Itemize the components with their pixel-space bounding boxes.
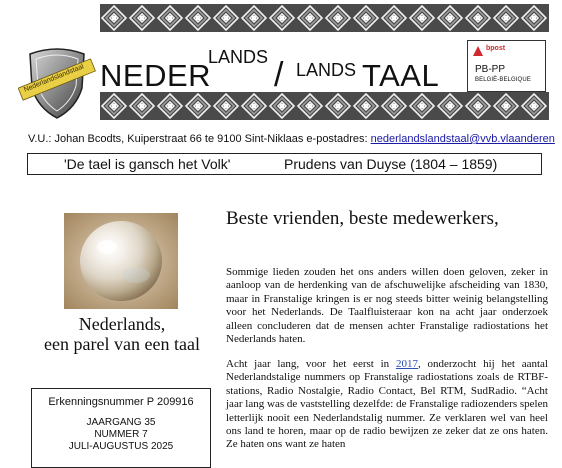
caption-line-2: een parel van een taal [44, 334, 200, 354]
publisher-text: V.U.: Johan Bcodts, Kuiperstraat 66 te 9100 Sint-Niklaas e-postadres: [28, 133, 371, 145]
bpost-logo-icon [472, 45, 484, 57]
shield-emblem [18, 42, 96, 122]
paragraph-2-start: Acht jaar lang, voor het eerst in [226, 358, 396, 370]
postage-country: BELGIË-BELGIQUE [475, 77, 531, 83]
emblem-ribbon-text: Nederlandslandstaal [23, 63, 85, 94]
bpost-wordmark: bpost [486, 45, 506, 52]
postage-code: PB-PP [475, 64, 506, 75]
motto-box [27, 153, 542, 175]
article-greeting: Beste vrienden, beste medewerkers, [226, 208, 499, 229]
masthead-title [100, 44, 465, 104]
paragraph-2-rest: , onderzocht hij het aantal Nederlandstalige nummers op Franstalige radiostations zoals de RTBF-stations, Radio Nostalgie, Radio Contact, Bel RTM, SudRadio. “Acht jaar lang was de vaststelling dezelfde: de Franstalige radiozenders spelen letterlijk nooit een Nederlandstalig nummer. Ze verklaren wel van heel ons land te horen, maar op de radio bewijzen ze zeker dat ze ons haten. Ze haten ons want ze haten [226, 358, 548, 451]
issue-info-box [31, 388, 211, 468]
number-label: NUMMER 7 [94, 429, 148, 440]
title-lands-sub: LANDS [296, 60, 357, 80]
title-neder: NEDER [100, 58, 212, 93]
issue-date-label: JULI-AUGUSTUS 2025 [68, 441, 174, 452]
pearl-caption [30, 314, 214, 354]
year-2017-link[interactable]: 2017 [395, 358, 418, 370]
motto-author: Prudens van Duyse (1804 – 1859) [284, 156, 498, 172]
top-decorative-band [100, 4, 549, 32]
title-slash: / [274, 56, 284, 94]
publisher-line [28, 133, 555, 145]
recognition-number: Erkenningsnummer P 209916 [48, 396, 194, 408]
title-taal: TAAL [362, 58, 440, 93]
pearl-image [64, 213, 178, 309]
article-paragraph-2 [226, 358, 548, 452]
email-link[interactable]: nederlandslandstaal@vvb.vlaanderen [370, 133, 555, 145]
title-lands-super: LANDS [208, 47, 269, 67]
motto-quote: 'De tael is gansch het Volk' [64, 156, 231, 172]
volume-label: JAARGANG 35 [86, 417, 156, 428]
caption-line-1: Nederlands, [78, 314, 166, 334]
article-paragraph-1: Sommige lieden zouden het ons anders willen doen geloven, zeker in aanloop van de herdenking van de afschuwelijke afscheiding van 1830, maar in Franstalige kringen is er nog steeds bitter weinig belangstelling voor het Nederlands. De Taalfluisteraar kon na acht jaar onderzoek alleen concluderen dat de mensen achter Franstalige radiostations het Nederlands haten. [226, 266, 548, 346]
postage-box [467, 40, 546, 92]
